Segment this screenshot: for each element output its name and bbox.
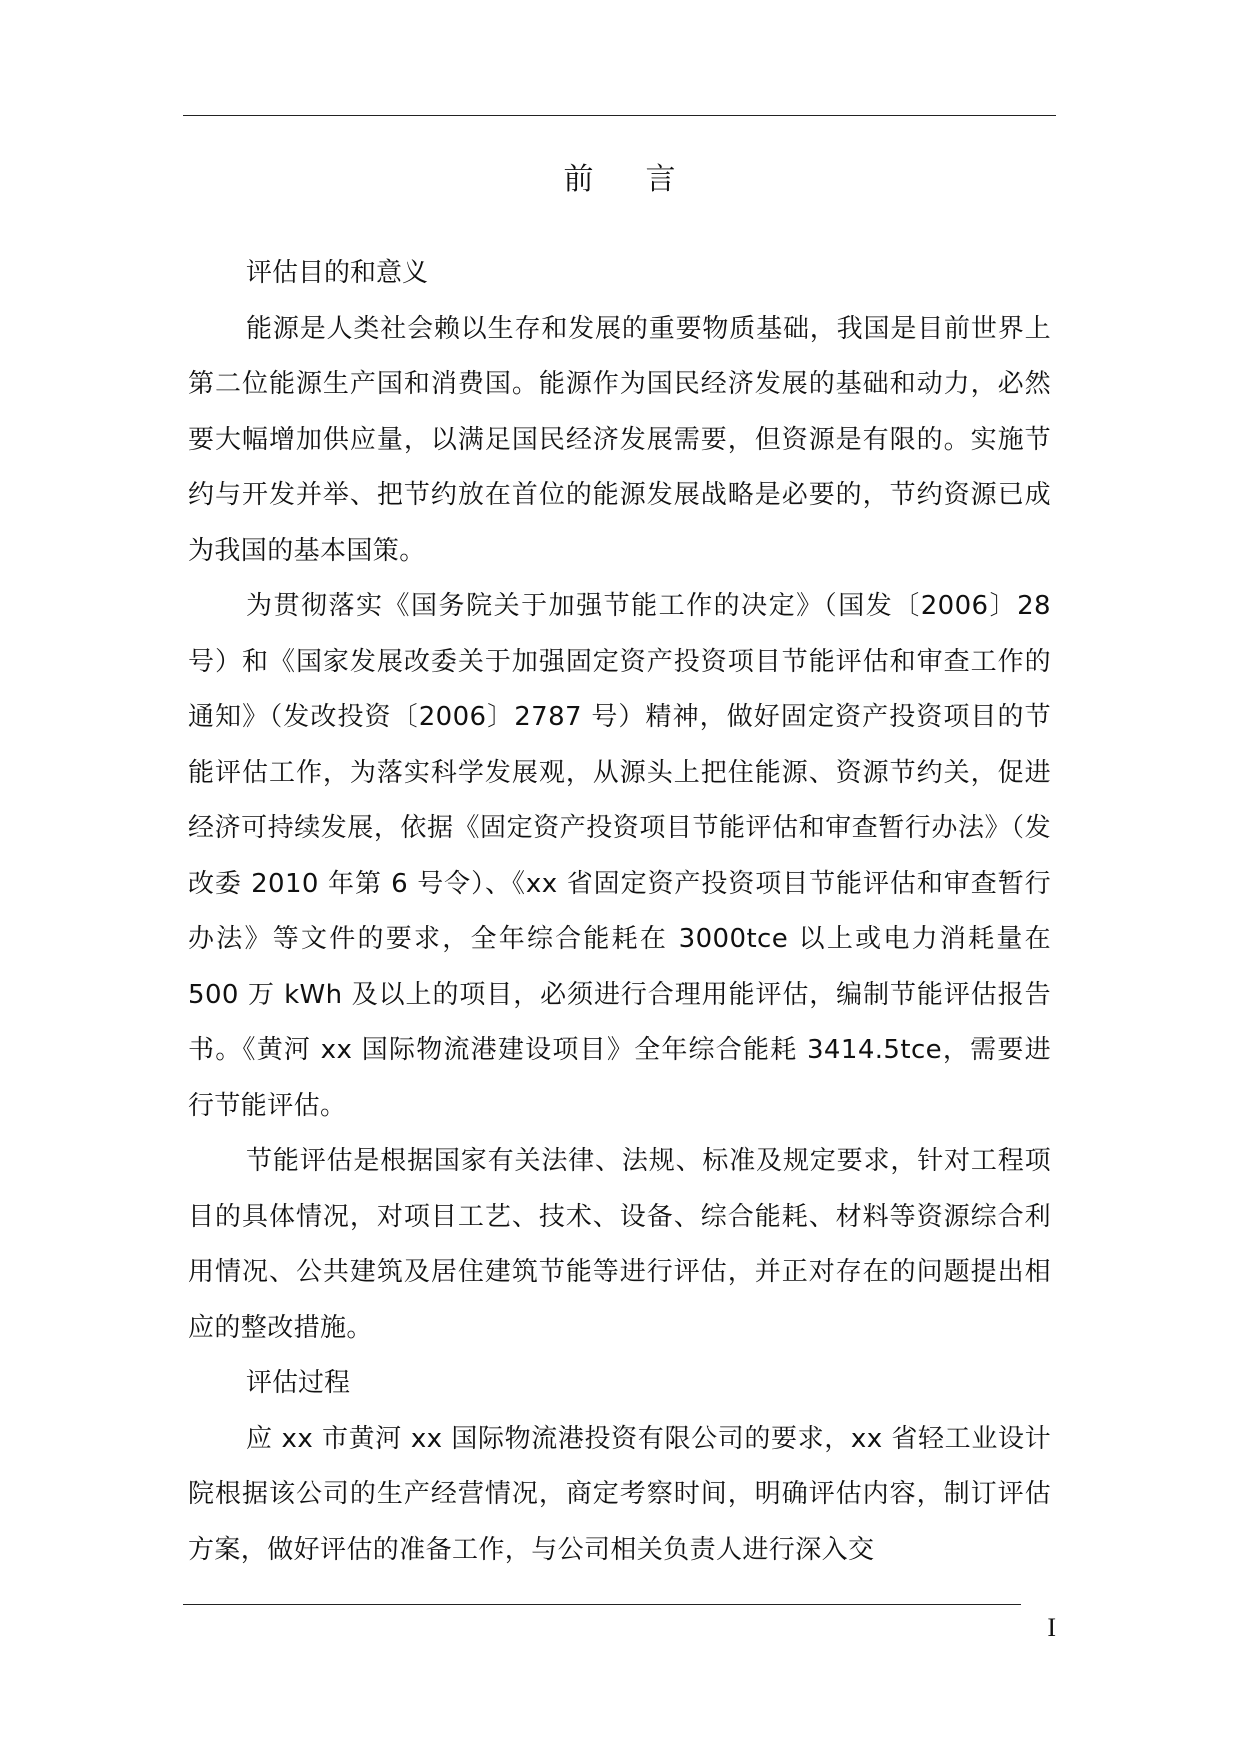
paragraph-policy-basis: 为贯彻落实《国务院关于加强节能工作的决定》（国发〔2006〕28 号）和《国家发展改委关于加强固定资产投资项目节能评估和审查工作的通知》（发改投资〔2006〕2787 号）精神，做好固定资产投资项目的节能评估工作，为落实科学发展观，从源头上把住能源、资源节约关，促进经济可持续发展，依据《固定资产投资项目节能评估和审查暂行办法》（发改委 2010 年第 6 号令）、《xx 省固定资产投资项目节能评估和审查暂行办法》等文件的要求，全年综合能耗在 3000tce 以上或电力消耗量在 500 万 kWh 及以上的项目，必须进行合理用能评估，编制节能评估报告书。《黄河 xx 国际物流港建设项目》全年综合能耗 3414.5tce，需要进行节能评估。 [188,591,1051,1121]
section-heading-purpose: 评估目的和意义 [246,258,429,288]
page-title-char-2: 言 [645,162,676,197]
paragraph-energy-background: 能源是人类社会赖以生存和发展的重要物质基础，我国是目前世界上第二位能源生产国和消费国。能源作为国民经济发展的基础和动力，必然要大幅增加供应量，以满足国民经济发展需要，但资源是有限的。实施节约与开发并举、把节约放在首位的能源发展战略是必要的，节约资源已成为我国的基本国策。 [188,313,1051,566]
paragraph-assessment-definition: 节能评估是根据国家有关法律、法规、标准及规定要求，针对工程项目的具体情况，对项目工艺、技术、设备、综合能耗、材料等资源综合利用情况、公共建筑及居住建筑节能等进行评估，并正对存在的问题提出相应的整改措施。 [188,1146,1051,1343]
paragraph-process: 应 xx 市黄河 xx 国际物流港投资有限公司的要求，xx 省轻工业设计院根据该公司的生产经营情况，商定考察时间，明确评估内容，制订评估方案，做好评估的准备工作，与公司相关负责人进行深入交 [188,1423,1051,1565]
page-number: I [1047,1613,1056,1642]
section-heading-process: 评估过程 [246,1368,351,1398]
header-rule [183,115,1056,116]
document-body [188,246,1051,1578]
page-title-char-1: 前 [563,162,594,197]
page-title [183,158,1056,202]
footer-rule [183,1604,1021,1605]
